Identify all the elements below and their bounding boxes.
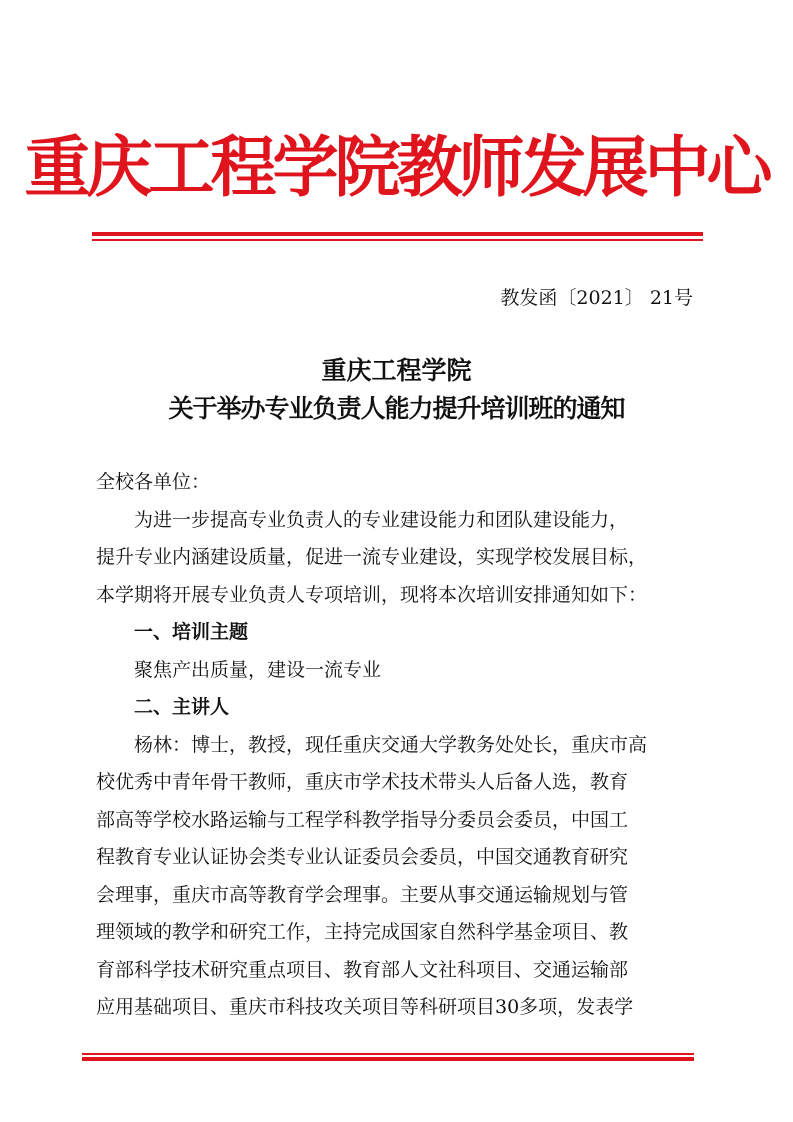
speaker-paragraph	[96, 727, 700, 1027]
document-number: 教发函〔2021〕 21号	[500, 287, 693, 309]
title-line-1: 重庆工程学院	[321, 356, 472, 385]
speaker-line: 会理事，重庆市高等教育学会理事。主要从事交通运输规划与管	[96, 883, 629, 906]
intro-line: 本学期将开展专业负责人专项培训，现将本次培训安排通知如下：	[96, 583, 648, 606]
section-heading-speaker: 二、主讲人	[134, 696, 230, 718]
masthead-rule-thick	[92, 232, 703, 236]
salutation-text: 全校各单位：	[96, 471, 211, 493]
speaker-line: 部高等学校水路运输与工程学科教学指导分委员会委员，中国工	[96, 808, 629, 831]
speaker-line: 理领域的教学和研究工作，主持完成国家自然科学基金项目、教	[96, 921, 629, 943]
speaker-line: 杨林：博士，教授，现任重庆交通大学教务处处长，重庆市高	[134, 733, 648, 756]
intro-paragraph	[96, 502, 700, 615]
footer-rule-thick	[82, 1057, 694, 1061]
footer-rule-thin	[82, 1053, 694, 1055]
document-body	[96, 464, 700, 1027]
masthead-rule-thin	[92, 239, 703, 241]
speaker-line: 校优秀中青年骨干教师，重庆市学术技术带头人后备人选，教育	[96, 771, 629, 793]
speaker-line: 育部科学技术研究重点项目、教育部人文社科项目、交通运输部	[96, 958, 629, 981]
section-text-topic: 聚焦产出质量，建设一流专业	[134, 658, 382, 681]
speaker-line: 应用基础项目、重庆市科技攻关项目等科研项目30多项，发表学	[96, 996, 634, 1018]
intro-line: 提升专业内涵建设质量，促进一流专业建设，实现学校发展目标，	[96, 546, 648, 568]
intro-line: 为进一步提高专业负责人的专业建设能力和团队建设能力，	[134, 508, 629, 531]
salutation	[96, 464, 700, 502]
masthead: 重庆工程学院教师发展中心	[24, 129, 769, 206]
section-heading-topic: 一、培训主题	[134, 621, 249, 643]
title-line-2: 关于举办专业负责人能力提升培训班的通知	[168, 394, 625, 423]
speaker-line: 程教育专业认证协会类专业认证委员会委员，中国交通教育研究	[96, 846, 629, 868]
